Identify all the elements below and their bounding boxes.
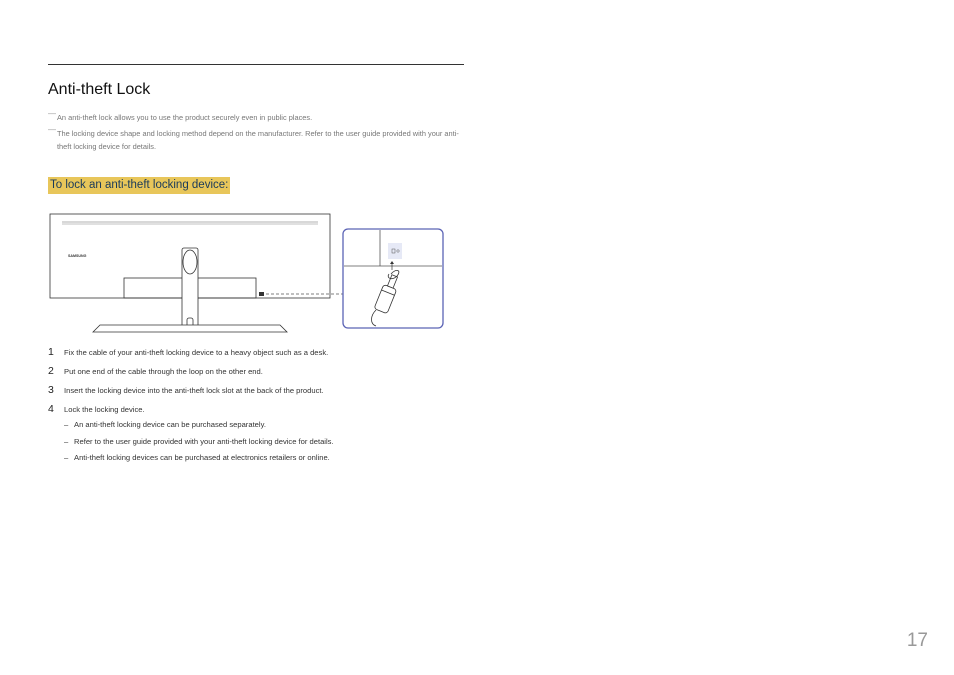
note-marker: ― (48, 109, 56, 118)
step-number: 1 (48, 346, 54, 358)
sub-note-text: Refer to the user guide provided with your anti-theft locking device for details. (74, 436, 334, 446)
notes-block (48, 111, 468, 156)
step-text: Insert the locking device into the anti-theft lock slot at the back of the product. (64, 386, 324, 395)
lock-slot-icon (259, 292, 264, 296)
step-text: Lock the locking device. (64, 405, 145, 414)
step-number: 4 (48, 403, 54, 415)
brand-logo: SAMSUNG (68, 254, 87, 258)
step-text: Put one end of the cable through the loop on the other end. (64, 367, 263, 376)
section-subheading: To lock an anti-theft locking device: (48, 177, 230, 194)
step-text: Fix the cable of your anti-theft locking device to a heavy object such as a desk. (64, 348, 329, 357)
sub-notes-list (48, 420, 468, 470)
note-text: An anti-theft lock allows you to use the product securely even in public places. (57, 113, 313, 122)
sub-note-marker: – (64, 436, 69, 446)
step-item (48, 384, 468, 403)
page-number: 17 (906, 630, 928, 651)
sub-note-marker: – (64, 420, 69, 429)
lock-zoom-detail (343, 229, 443, 328)
top-divider (48, 64, 464, 65)
sub-note-item (48, 453, 468, 470)
page-title: Anti-theft Lock (48, 81, 151, 98)
monitor-back-view (50, 214, 343, 332)
anti-theft-lock-illustration (40, 210, 450, 338)
note-marker: ― (48, 125, 56, 134)
steps-list (48, 346, 468, 470)
step-number: 3 (48, 384, 54, 396)
step-item (48, 365, 468, 384)
sub-note-marker: – (64, 453, 69, 462)
note-item (48, 111, 468, 124)
sub-note-item (48, 420, 468, 437)
sub-note-text: Anti-theft locking devices can be purchased at electronics retailers or online. (74, 453, 330, 462)
step-number: 2 (48, 365, 54, 377)
sub-note-item (48, 437, 468, 454)
sub-note-text: An anti-theft locking device can be purchased separately. (74, 420, 266, 429)
note-item (48, 127, 468, 153)
note-text: The locking device shape and locking method depend on the manufacturer. Refer to the user guide provided with your anti-theft locking device for details. (57, 129, 459, 151)
step-item (48, 346, 468, 365)
